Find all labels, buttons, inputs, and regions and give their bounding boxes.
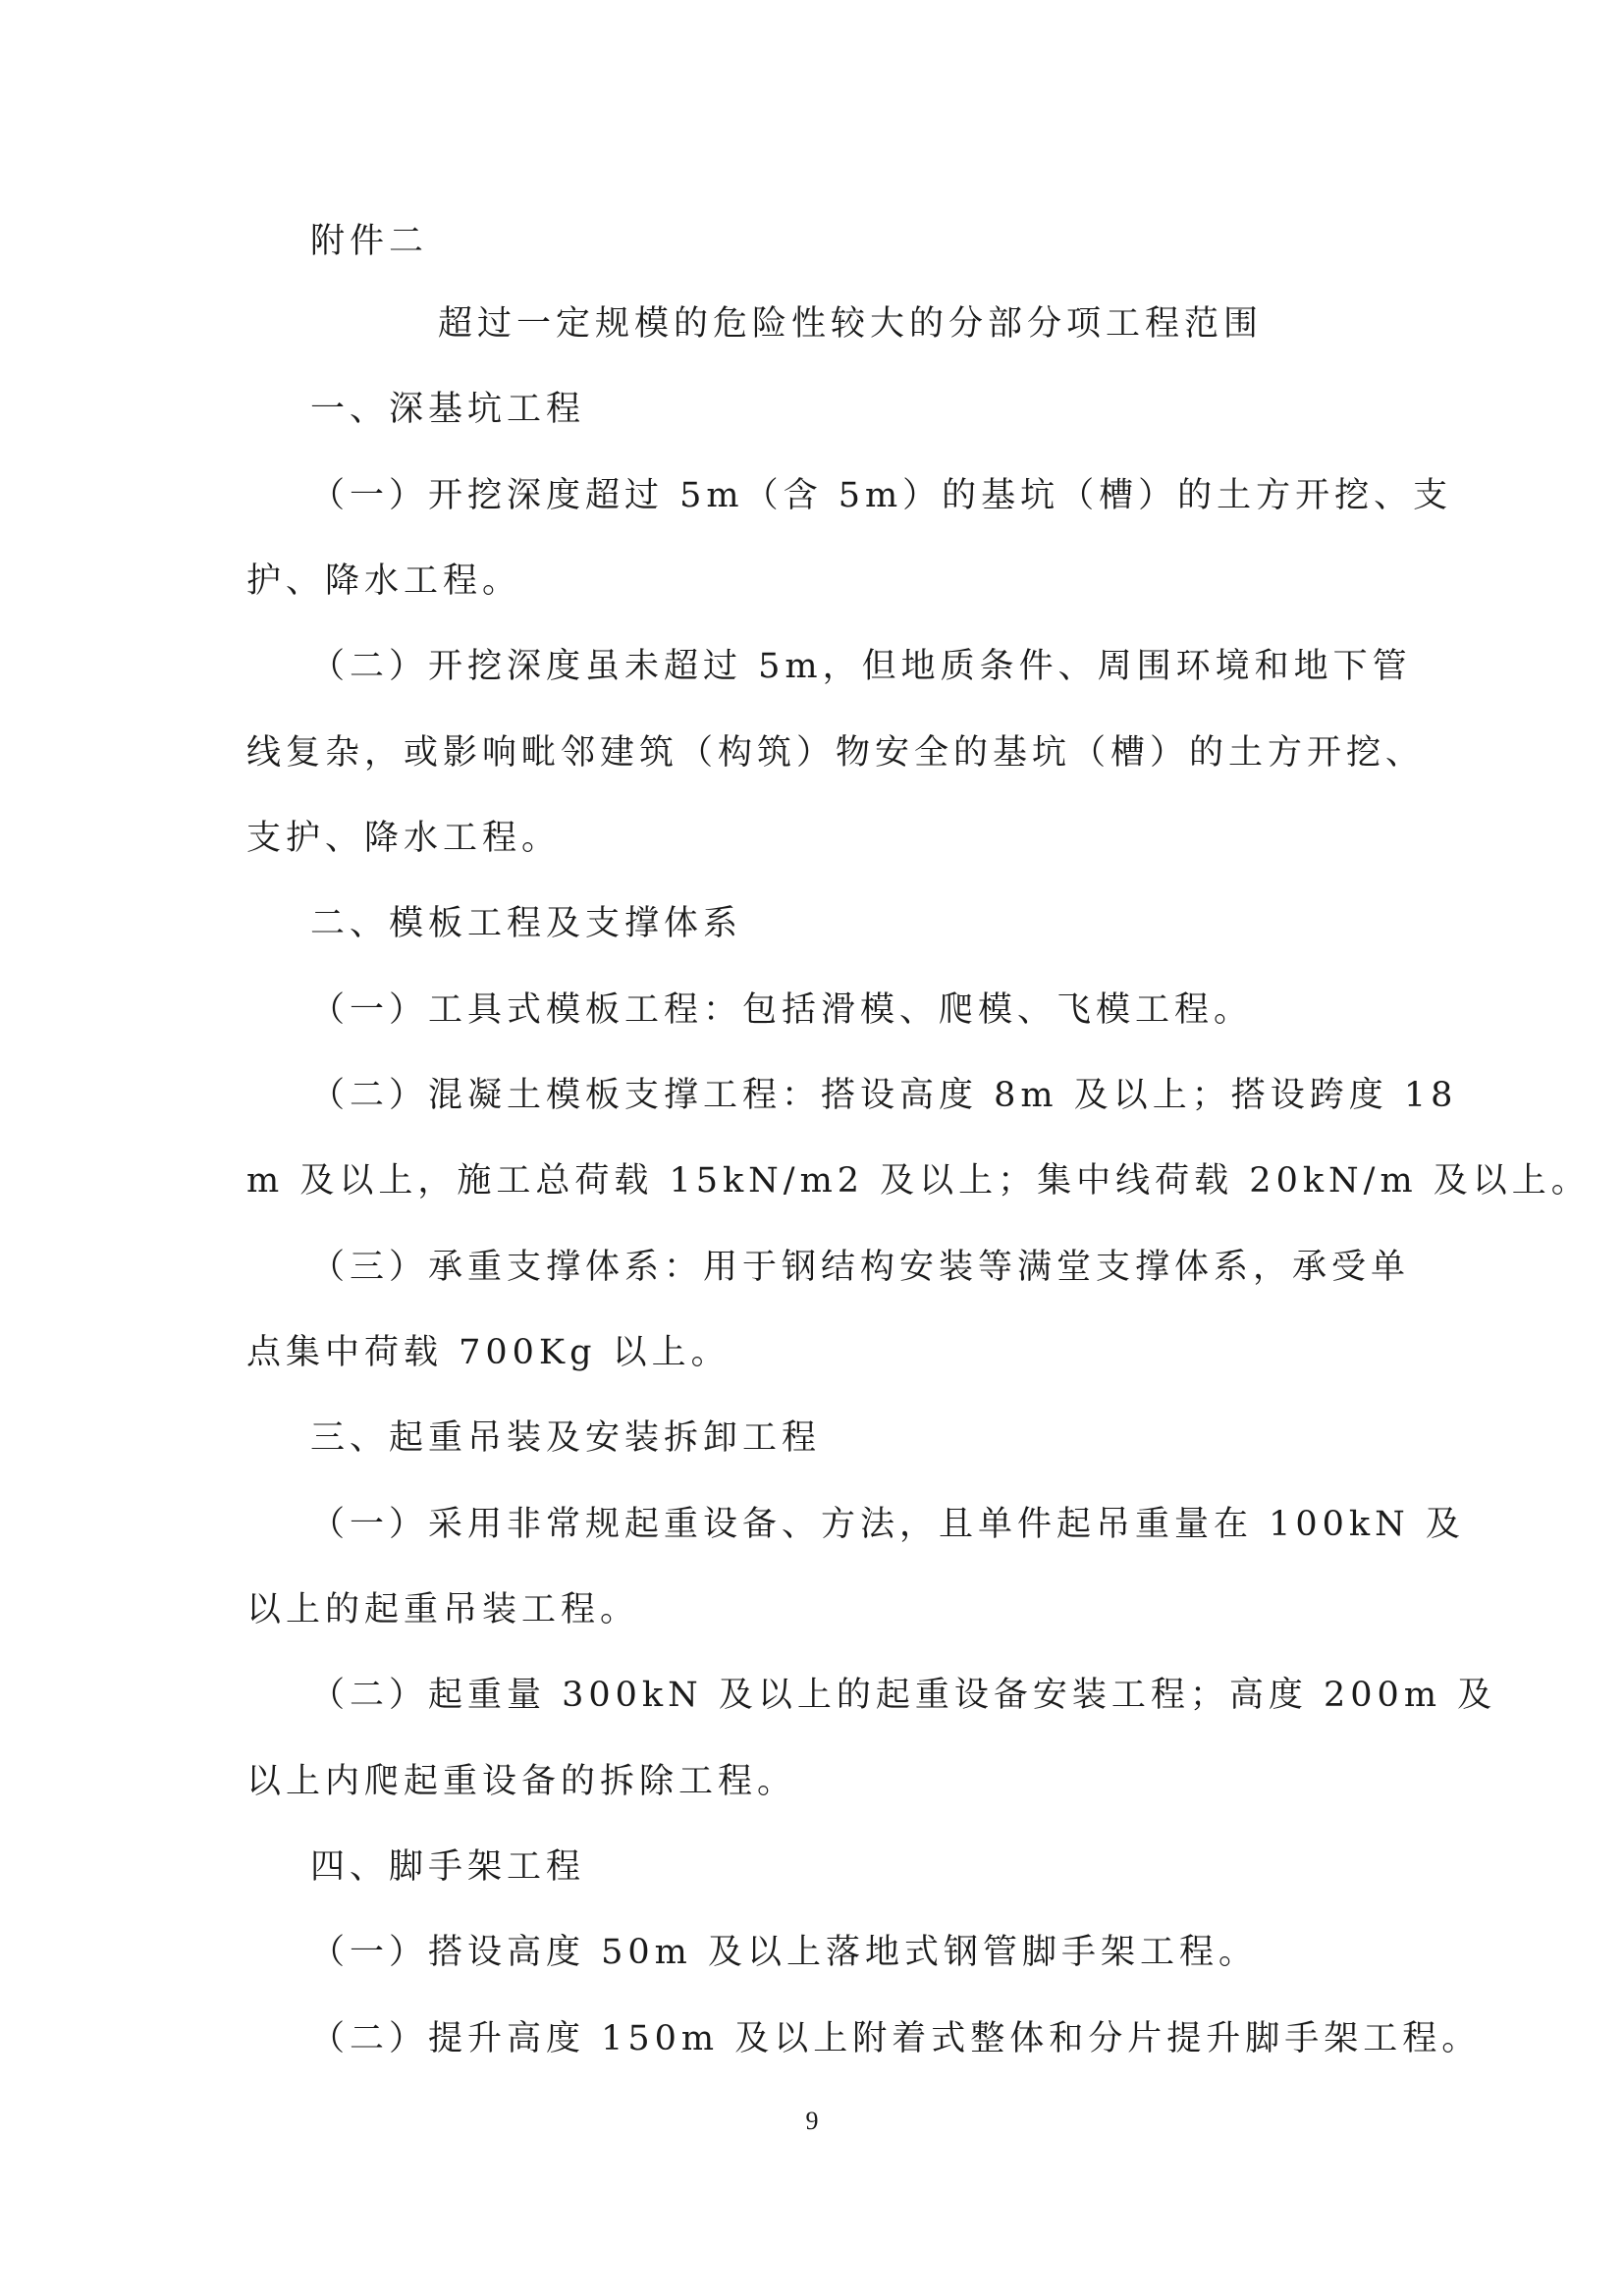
paragraph-line: 以上的起重吊装工程。 bbox=[246, 1590, 640, 1629]
paragraph-line: （二）混凝土模板支撑工程：搭设高度 8m 及以上；搭设跨度 18 bbox=[310, 1076, 1458, 1115]
paragraph-line: （一）搭设高度 50m 及以上落地式钢管脚手架工程。 bbox=[310, 1933, 1258, 1972]
page-number: 9 bbox=[805, 2107, 819, 2135]
attachment-label: 附件二 bbox=[310, 222, 429, 261]
paragraph-line: （二）开挖深度虽未超过 5m，但地质条件、周围环境和地下管 bbox=[310, 647, 1412, 686]
paragraph-line: （三）承重支撑体系：用于钢结构安装等满堂支撑体系，承受单 bbox=[310, 1248, 1411, 1287]
document-title: 超过一定规模的危险性较大的分部分项工程范围 bbox=[438, 304, 1264, 344]
section-heading-4: 四、脚手架工程 bbox=[310, 1847, 586, 1887]
paragraph-line: （二）起重量 300kN 及以上的起重设备安装工程；高度 200m 及 bbox=[310, 1676, 1497, 1715]
paragraph-line: 护、降水工程。 bbox=[246, 561, 522, 601]
paragraph-line: 以上内爬起重设备的拆除工程。 bbox=[246, 1762, 797, 1801]
paragraph-line: （一）采用非常规起重设备、方法，且单件起吊重量在 100kN 及 bbox=[310, 1505, 1465, 1544]
paragraph-line: （一）工具式模板工程：包括滑模、爬模、飞模工程。 bbox=[310, 990, 1254, 1030]
paragraph-line: 点集中荷载 700Kg 以上。 bbox=[246, 1333, 731, 1372]
paragraph-line: 支护、降水工程。 bbox=[246, 819, 562, 858]
paragraph-line: （二）提升高度 150m 及以上附着式整体和分片提升脚手架工程。 bbox=[310, 2019, 1482, 2058]
section-heading-2: 二、模板工程及支撑体系 bbox=[310, 904, 743, 943]
paragraph-line: 线复杂，或影响毗邻建筑（构筑）物安全的基坑（槽）的土方开挖、 bbox=[246, 733, 1426, 773]
section-heading-1: 一、深基坑工程 bbox=[310, 390, 586, 429]
paragraph-line: m 及以上，施工总荷载 15kN/m2 及以上；集中线荷载 20kN/m 及以上。 bbox=[246, 1161, 1591, 1201]
paragraph-line: （一）开挖深度超过 5m（含 5m）的基坑（槽）的土方开挖、支 bbox=[310, 476, 1453, 515]
section-heading-3: 三、起重吊装及安装拆卸工程 bbox=[310, 1418, 822, 1458]
